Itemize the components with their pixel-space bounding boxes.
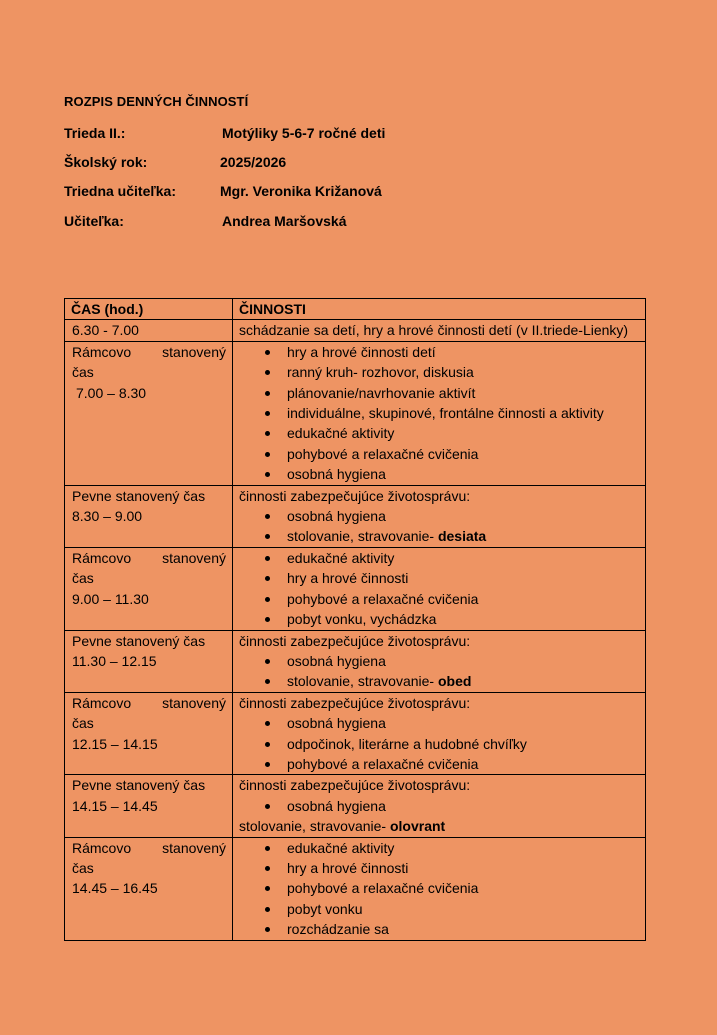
time-label: Pevne stanovený čas (72, 487, 206, 504)
class-label: Trieda II.: (64, 125, 126, 141)
time-cell (65, 485, 233, 547)
activities-cell (233, 320, 646, 341)
activity-intro: činnosti zabezpečujúce životosprávu: (239, 777, 471, 794)
school-year-label: Školský rok: (64, 154, 148, 170)
time-cell (65, 547, 233, 630)
time-word: Rámcovo (72, 343, 132, 360)
list-item: pohybové a relaxačné cvičenia (239, 878, 645, 898)
activities-cell (233, 547, 646, 630)
time-range: 7.00 – 8.30 (76, 384, 147, 401)
time-cell (65, 320, 233, 341)
activity-list (239, 506, 645, 547)
time-range: 11.30 – 12.15 (72, 652, 157, 669)
activity-list (239, 838, 645, 940)
list-item: pohybové a relaxačné cvičenia (239, 444, 645, 464)
activities-cell (233, 837, 646, 940)
table-row (65, 692, 646, 775)
table-row (65, 547, 646, 630)
time-word: čas (72, 859, 94, 876)
activity-intro: činnosti zabezpečujúce životosprávu: (239, 694, 471, 711)
list-item: plánovanie/navrhovanie aktivít (239, 383, 645, 403)
list-item: ranný kruh- rozhovor, diskusia (239, 362, 645, 382)
list-item: edukačné aktivity (239, 838, 645, 858)
activities-cell (233, 341, 646, 485)
table-row (65, 320, 646, 341)
time-word: stanovený (162, 343, 226, 360)
class-teacher-row (64, 182, 382, 200)
time-word: čas (72, 364, 94, 381)
list-item: individuálne, skupinové, frontálne činnosti a aktivity (239, 403, 645, 423)
activity-list (239, 713, 645, 774)
time-column-header: ČAS (hod.) (65, 299, 233, 320)
list-item: osobná hygiena (239, 651, 645, 671)
activities-cell (233, 485, 646, 547)
time-range: 12.15 – 14.15 (72, 735, 158, 752)
table-row (65, 485, 646, 547)
list-item: rozchádzanie sa (239, 919, 645, 939)
list-item-text: stolovanie, stravovanie- (287, 673, 438, 690)
time-range: 8.30 – 9.00 (72, 508, 143, 525)
time-label: Pevne stanovený čas (72, 777, 206, 794)
list-item: pohybové a relaxačné cvičenia (239, 589, 645, 609)
class-teacher-label: Triedna učiteľka: (64, 183, 176, 199)
time-word: Rámcovo (72, 694, 132, 711)
time-range: 9.00 – 11.30 (72, 590, 149, 607)
meal-name: desiata (437, 528, 487, 545)
table-header-row (65, 299, 646, 320)
list-item: edukačné aktivity (239, 548, 645, 568)
activity-list (239, 796, 645, 816)
activity-tail (239, 816, 645, 836)
class-value: Motýliky 5-6-7 ročné deti (222, 125, 386, 141)
class-teacher-value: Mgr. Veronika Križanová (220, 183, 382, 199)
list-item (239, 671, 645, 691)
list-item: pohybové a relaxačné cvičenia (239, 754, 645, 774)
list-item: hry a hrové činnosti detí (239, 342, 645, 362)
time-word: čas (72, 570, 94, 587)
list-item: pobyt vonku (239, 899, 645, 919)
list-item: osobná hygiena (239, 796, 645, 816)
list-item: osobná hygiena (239, 464, 645, 484)
list-item: odpočinok, literárne a hudobné chvíľky (239, 734, 645, 754)
activity-intro: činnosti zabezpečujúce životosprávu: (239, 632, 471, 649)
meal-name: obed (437, 673, 472, 690)
activity-text: stolovanie, stravovanie- (239, 818, 390, 835)
time-word: stanovený (162, 694, 226, 711)
time-range: 14.15 – 14.45 (72, 797, 158, 814)
list-item: hry a hrové činnosti (239, 858, 645, 878)
activity-list (239, 548, 645, 630)
list-item: osobná hygiena (239, 713, 645, 733)
activities-cell (233, 630, 646, 692)
class-info-row (64, 124, 385, 142)
teacher-row (64, 212, 347, 230)
time-word: Rámcovo (72, 549, 132, 566)
table-row (65, 630, 646, 692)
list-item (239, 526, 645, 546)
time-word: stanovený (162, 839, 226, 856)
table-row (65, 837, 646, 940)
time-word: čas (72, 715, 94, 732)
time-label: Pevne stanovený čas (72, 632, 206, 649)
activities-cell (233, 775, 646, 837)
time-cell (65, 630, 233, 692)
list-item: pobyt vonku, vychádzka (239, 609, 645, 629)
time-word: stanovený (162, 549, 226, 566)
activities-column-header: ČINNOSTI (233, 299, 646, 320)
time-range: 6.30 - 7.00 (72, 322, 139, 339)
list-item: edukačné aktivity (239, 423, 645, 443)
activity-list (239, 342, 645, 485)
teacher-label: Učiteľka: (64, 213, 124, 229)
list-item: osobná hygiena (239, 506, 645, 526)
list-item-text: stolovanie, stravovanie- (287, 528, 438, 545)
table-row (65, 341, 646, 485)
time-range: 14.45 – 16.45 (72, 880, 158, 897)
time-cell (65, 837, 233, 940)
time-cell (65, 775, 233, 837)
teacher-value: Andrea Maršovská (222, 213, 347, 229)
time-cell (65, 692, 233, 775)
activity-list (239, 651, 645, 692)
activity-intro: činnosti zabezpečujúce životosprávu: (239, 487, 471, 504)
schedule-table (64, 298, 646, 941)
meal-name: olovrant (389, 818, 446, 835)
school-year-row (64, 153, 286, 171)
school-year-value: 2025/2026 (220, 154, 287, 170)
time-word: Rámcovo (72, 839, 132, 856)
list-item: hry a hrové činnosti (239, 568, 645, 588)
document-title: ROZPIS DENNÝCH ČINNOSTÍ (64, 94, 249, 109)
time-cell (65, 341, 233, 485)
activities-cell (233, 692, 646, 775)
activity-text: schádzanie sa detí, hry a hrové činnosti detí (v II.triede-Lienky) (239, 322, 629, 339)
table-row (65, 775, 646, 837)
